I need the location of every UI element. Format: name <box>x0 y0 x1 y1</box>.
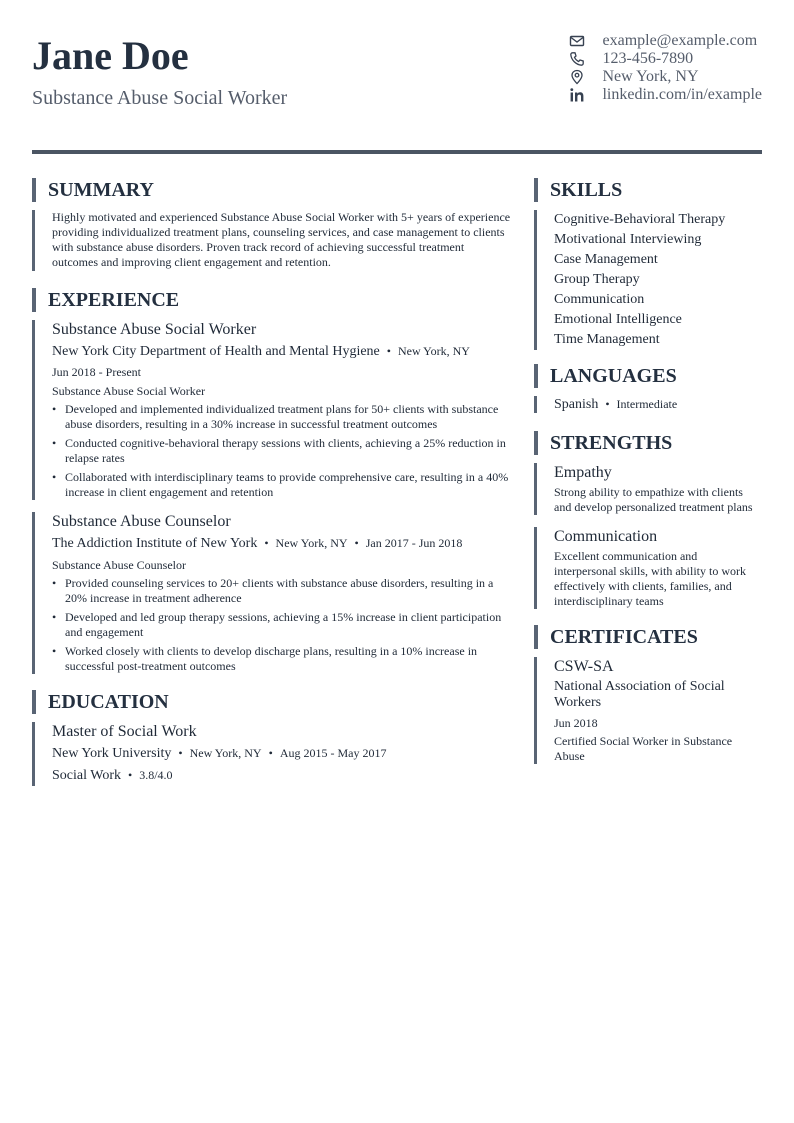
resume-header <box>32 0 762 154</box>
location-pin-icon <box>569 69 585 85</box>
job-employer: New York City Department of Health and Mental Hygiene <box>52 344 380 359</box>
job-location: New York, NY <box>397 344 470 358</box>
school-name: New York University <box>52 746 172 761</box>
job-bullet: • Collaborated with interdisciplinary teams to provide comprehensive care, resulting in a 40% increase in client engagement and retention <box>52 470 512 500</box>
strength-name: Empathy <box>554 464 612 481</box>
contact-phone-text: 123-456-7890 <box>602 50 694 67</box>
skill-item: Group Therapy <box>554 272 640 287</box>
certificate-date: Jun 2018 <box>554 716 598 730</box>
language-level: Intermediate <box>616 397 678 411</box>
education-dates: Aug 2015 - May 2017 <box>279 746 387 760</box>
mail-icon <box>569 33 585 49</box>
job-bullets <box>52 402 512 500</box>
summary-text: Highly motivated and experienced Substance Abuse Social Worker with 5+ years of experience providing individualized treatment plans, counseling services, and case management to clients with substance abuse disorders. Proven track record of achieving successful treatment outcomes and improving client engagement and retention. <box>52 210 511 269</box>
school-line <box>52 743 512 764</box>
skills-list <box>534 210 762 350</box>
job-role: Substance Abuse Social Worker <box>52 384 206 398</box>
job-bullet: • Worked closely with clients to develop discharge plans, resulting in a 10% increase in successful post-treatment outcomes <box>52 644 512 674</box>
job-title: Substance Abuse Social Worker <box>52 321 257 338</box>
job-title: Substance Abuse Counselor <box>52 513 231 530</box>
strength-name: Communication <box>554 528 658 545</box>
school-location: New York, NY <box>189 746 262 760</box>
strength-entry <box>534 463 762 515</box>
left-column <box>32 178 512 786</box>
strength-entry <box>534 527 762 609</box>
languages-heading: LANGUAGES <box>534 364 762 388</box>
job-dates: Jan 2017 - Jun 2018 <box>365 536 463 550</box>
skill-item: Communication <box>554 292 645 307</box>
degree-name: Master of Social Work <box>52 723 197 740</box>
job-entry <box>32 320 512 500</box>
separator-dot: • <box>128 768 133 782</box>
separator-dot: • <box>354 536 359 550</box>
summary-heading: SUMMARY <box>32 178 512 202</box>
separator-dot: • <box>178 746 183 760</box>
skill-item: Emotional Intelligence <box>554 312 682 327</box>
linkedin-icon <box>569 87 585 103</box>
contact-email[interactable] <box>569 32 762 50</box>
contact-list <box>569 32 762 104</box>
right-column <box>534 178 762 764</box>
phone-icon <box>569 51 585 67</box>
language-item <box>554 396 762 413</box>
education-entry <box>32 722 512 786</box>
job-bullet: • Developed and implemented individualized treatment plans for 50+ clients with substance abuse disorders, resulting in a 30% increase in successful treatment outcomes <box>52 402 512 432</box>
separator-dot: • <box>268 746 273 760</box>
job-bullet: • Provided counseling services to 20+ clients with substance abuse disorders, resulting in a 20% increase in treatment adherence <box>52 576 512 606</box>
job-bullets <box>52 576 512 674</box>
separator-dot: • <box>264 536 269 550</box>
job-bullet: • Conducted cognitive-behavioral therapy sessions with clients, achieving a 25% reduction in relapse rates <box>52 436 512 466</box>
contact-linkedin-text: linkedin.com/in/example <box>602 86 762 103</box>
strength-description: Excellent communication and interpersonal skills, with ability to work effectively with clients, families, and interdisciplinary teams <box>554 549 746 608</box>
field-line <box>52 765 512 786</box>
skill-item: Cognitive-Behavioral Therapy <box>554 212 726 227</box>
job-org-line <box>52 341 512 362</box>
certificate-name: CSW-SA <box>554 658 614 675</box>
languages-list <box>534 396 762 413</box>
language-name: Spanish <box>554 397 599 412</box>
certificate-description: Certified Social Worker in Substance Abuse <box>554 734 733 763</box>
strengths-heading: STRENGTHS <box>534 431 762 455</box>
field-of-study: Social Work <box>52 768 121 783</box>
header-divider <box>32 150 762 154</box>
job-employer: The Addiction Institute of New York <box>52 536 258 551</box>
contact-linkedin[interactable] <box>569 86 762 104</box>
contact-email-text: example@example.com <box>602 32 758 49</box>
certificates-heading: CERTIFICATES <box>534 625 762 649</box>
skill-item: Motivational Interviewing <box>554 232 702 247</box>
job-role: Substance Abuse Counselor <box>52 558 186 572</box>
contact-location-text: New York, NY <box>602 68 699 85</box>
contact-phone[interactable] <box>569 50 762 68</box>
job-location: New York, NY <box>275 536 348 550</box>
candidate-name: Jane Doe <box>32 33 189 78</box>
skill-item: Time Management <box>554 332 660 347</box>
job-bullet: • Developed and led group therapy sessions, achieving a 15% increase in client participation and engagement <box>52 610 512 640</box>
contact-location <box>569 68 762 86</box>
education-heading: EDUCATION <box>32 690 512 714</box>
skills-heading: SKILLS <box>534 178 762 202</box>
job-entry <box>32 512 512 674</box>
certificate-entry <box>534 657 762 764</box>
separator-dot: • <box>386 344 391 358</box>
summary-block <box>32 210 512 271</box>
strength-description: Strong ability to empathize with clients and develop personalized treatment plans <box>554 485 753 514</box>
candidate-title: Substance Abuse Social Worker <box>32 87 288 109</box>
job-dates: Jun 2018 - Present <box>52 365 141 379</box>
separator-dot: • <box>605 397 610 411</box>
experience-heading: EXPERIENCE <box>32 288 512 312</box>
skill-item: Case Management <box>554 252 658 267</box>
certificate-issuer: National Association of Social Workers <box>554 679 725 710</box>
gpa: 3.8/4.0 <box>139 768 173 782</box>
job-org-line <box>52 533 512 554</box>
